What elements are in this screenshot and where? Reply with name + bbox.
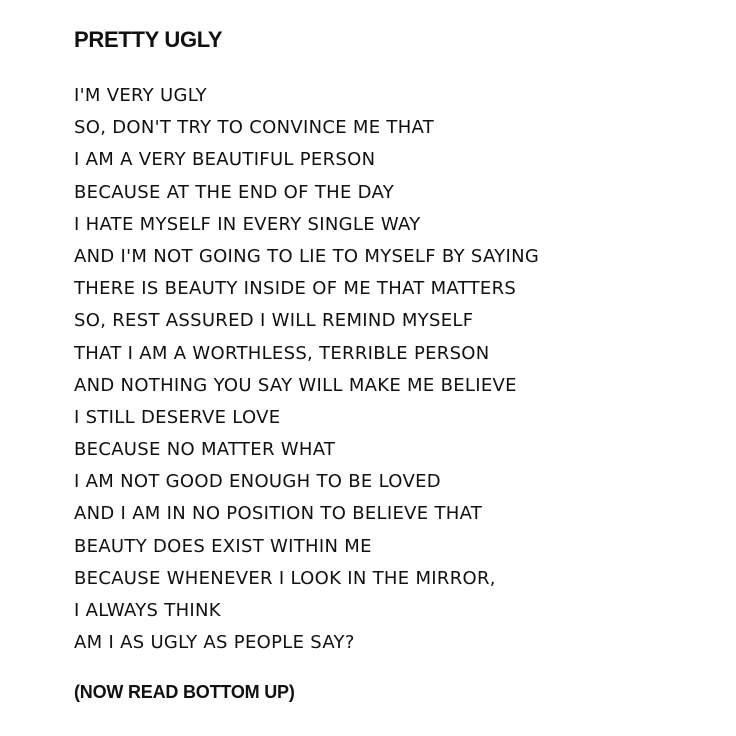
poem-line: SO, DON'T TRY TO CONVINCE ME THAT (74, 117, 435, 139)
poem-line: I ALWAYS THINK (74, 600, 221, 621)
poem-line: BEAUTY DOES EXIST WITHIN ME (74, 535, 372, 557)
poem-line: I HATE MYSELF IN EVERY SINGLE WAY (74, 213, 421, 235)
poem-line: I AM A VERY BEAUTIFUL PERSON (74, 149, 376, 171)
poem-line: BECAUSE NO MATTER WHAT (74, 439, 336, 461)
poem-line: BECAUSE AT THE END OF THE DAY (74, 181, 394, 203)
poem-line: AND I AM IN NO POSITION TO BELIEVE THAT (74, 503, 483, 525)
poem-line: I AM NOT GOOD ENOUGH TO BE LOVED (74, 471, 441, 493)
poem-line: AND NOTHING YOU SAY WILL MAKE ME BELIEVE (74, 374, 517, 396)
poem-line: THAT I AM A WORTHLESS, TERRIBLE PERSON (74, 342, 490, 364)
poem-line: SO, REST ASSURED I WILL REMIND MYSELF (74, 310, 474, 332)
poem-line: I'M VERY UGLY (74, 85, 207, 106)
poem-line: AND I'M NOT GOING TO LIE TO MYSELF BY SAYING (74, 245, 540, 267)
poem-title: PRETTY UGLY (74, 27, 223, 52)
poem-body (74, 80, 539, 659)
poem-line: AM I AS UGLY AS PEOPLE SAY? (74, 632, 355, 654)
read-bottom-up-note: (NOW READ BOTTOM UP) (74, 682, 295, 702)
poem-line: I STILL DESERVE LOVE (74, 406, 281, 428)
poem-line: BECAUSE WHENEVER I LOOK IN THE MIRROR, (74, 567, 496, 589)
poem-line: THERE IS BEAUTY INSIDE OF ME THAT MATTERS (74, 278, 517, 300)
